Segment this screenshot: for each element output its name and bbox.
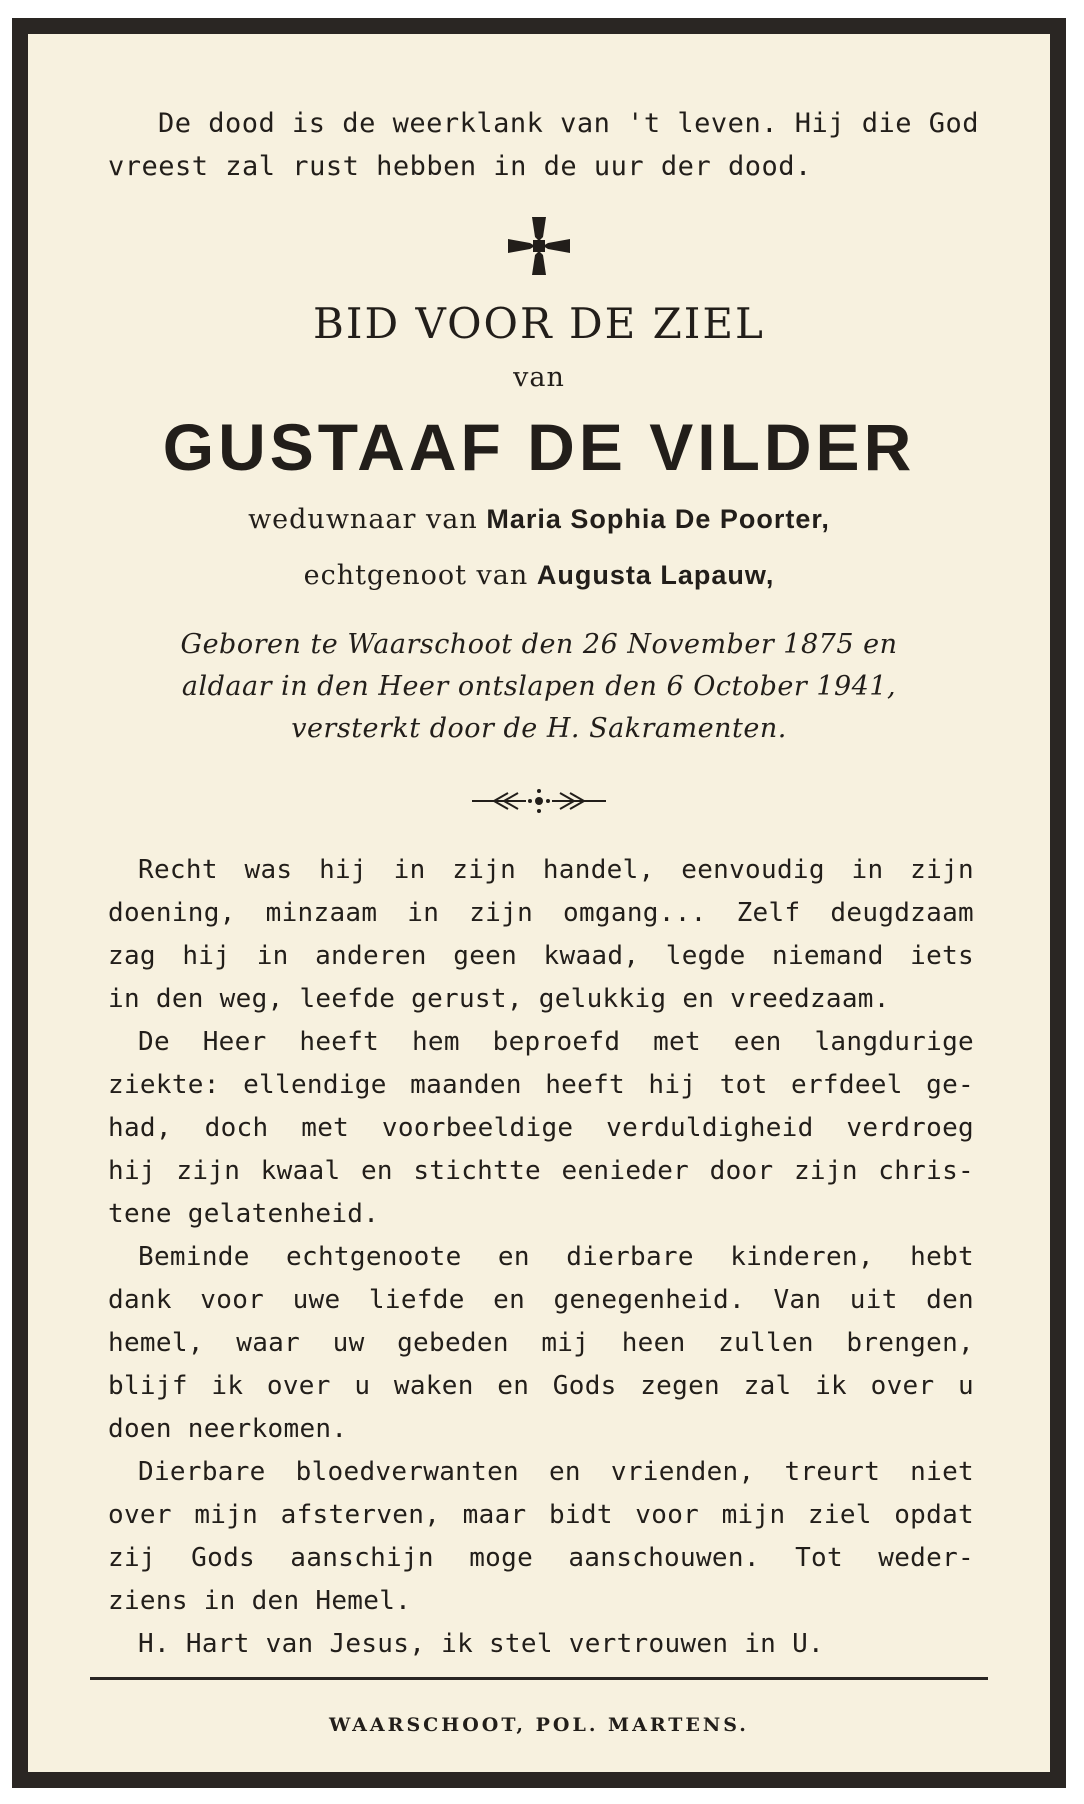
cross-pattee-icon	[508, 217, 570, 275]
divider-rule	[90, 1677, 988, 1680]
dates-block	[98, 624, 980, 750]
text-line: Beminde echtgenoote en dierbare kinderen, hebt	[138, 1242, 974, 1272]
body-text	[108, 849, 974, 1666]
paragraph-2	[108, 1021, 974, 1236]
epigraph	[108, 102, 990, 188]
widower-line	[28, 504, 1050, 535]
birth-line: Geboren te Waarschoot den 26 November 1875 en	[180, 629, 898, 660]
text-line: had, doch met voorbeeldige verduldigheid verdroeg	[108, 1113, 974, 1143]
van-label: van	[513, 362, 565, 393]
cross-icon	[28, 217, 1050, 279]
prayer-heading: BID VOOR DE ZIEL	[313, 299, 765, 348]
text-line: Recht was hij in zijn handel, eenvoudig in zijn	[138, 855, 974, 885]
fleuron-divider-icon	[28, 786, 1050, 820]
epigraph-line-1: De dood is de weerklank van 't leven. Hij die God	[158, 108, 980, 139]
memorial-card	[12, 18, 1066, 1788]
text-line: ziens in den Hemel.	[108, 1586, 412, 1616]
paragraph-1	[108, 849, 974, 1021]
closing-prayer	[108, 1623, 974, 1666]
text-line: hij zijn kwaal en stichtte eenieder door zijn chris-	[108, 1156, 974, 1186]
text-line: Dierbare bloedverwanten en vrienden, treurt niet	[138, 1457, 974, 1487]
text-line: zij Gods aanschijn moge aanschouwen. Tot weder-	[108, 1543, 974, 1573]
text-line: tene gelatenheid.	[108, 1199, 380, 1229]
spouse-line	[28, 560, 1050, 591]
deceased-name: GUSTAAF DE VILDER	[162, 410, 916, 484]
text-line: blijf ik over u waken en Gods zegen zal ik over u	[108, 1371, 974, 1401]
paragraph-3	[108, 1236, 974, 1451]
printer-imprint: WAARSCHOOT, POL. MARTENS.	[329, 1714, 749, 1736]
text-line: over mijn afsterven, maar bidt voor mijn ziel opdat	[108, 1500, 974, 1530]
text-line: in den weg, leefde gerust, gelukkig en vreedzaam.	[108, 984, 890, 1014]
spouse-name: Augusta Lapauw,	[536, 560, 775, 590]
text-line: doening, minzaam in zijn omgang... Zelf deugdzaam	[108, 898, 974, 928]
text-line: dank voor uwe liefde en genegenheid. Van uit den	[108, 1285, 974, 1315]
text-line: zag hij in anderen geen kwaad, legde niemand iets	[108, 941, 974, 971]
text-line: H. Hart van Jesus, ik stel vertrouwen in U.	[138, 1629, 824, 1659]
text-line: hemel, waar uw gebeden mij heen zullen brengen,	[108, 1328, 974, 1358]
card-paper	[28, 34, 1050, 1772]
death-line: aldaar in den Heer ontslapen den 6 October 1941,	[181, 671, 897, 702]
text-line: De Heer heeft hem beproefd met een langdurige	[138, 1027, 974, 1057]
epigraph-line-2: vreest zal rust hebben in de uur der dood.	[108, 151, 812, 182]
text-line: doen neerkomen.	[108, 1414, 348, 1444]
paragraph-4	[108, 1451, 974, 1623]
widower-name: Maria Sophia De Poorter,	[486, 504, 830, 534]
text-line: ziekte: ellendige maanden heeft hij tot erfdeel ge-	[108, 1070, 974, 1100]
widower-prefix: weduwnaar van	[248, 504, 478, 535]
ornament-svg	[464, 786, 614, 816]
sacraments-line: versterkt door de H. Sakramenten.	[291, 713, 787, 744]
spouse-prefix: echtgenoot van	[303, 560, 529, 591]
